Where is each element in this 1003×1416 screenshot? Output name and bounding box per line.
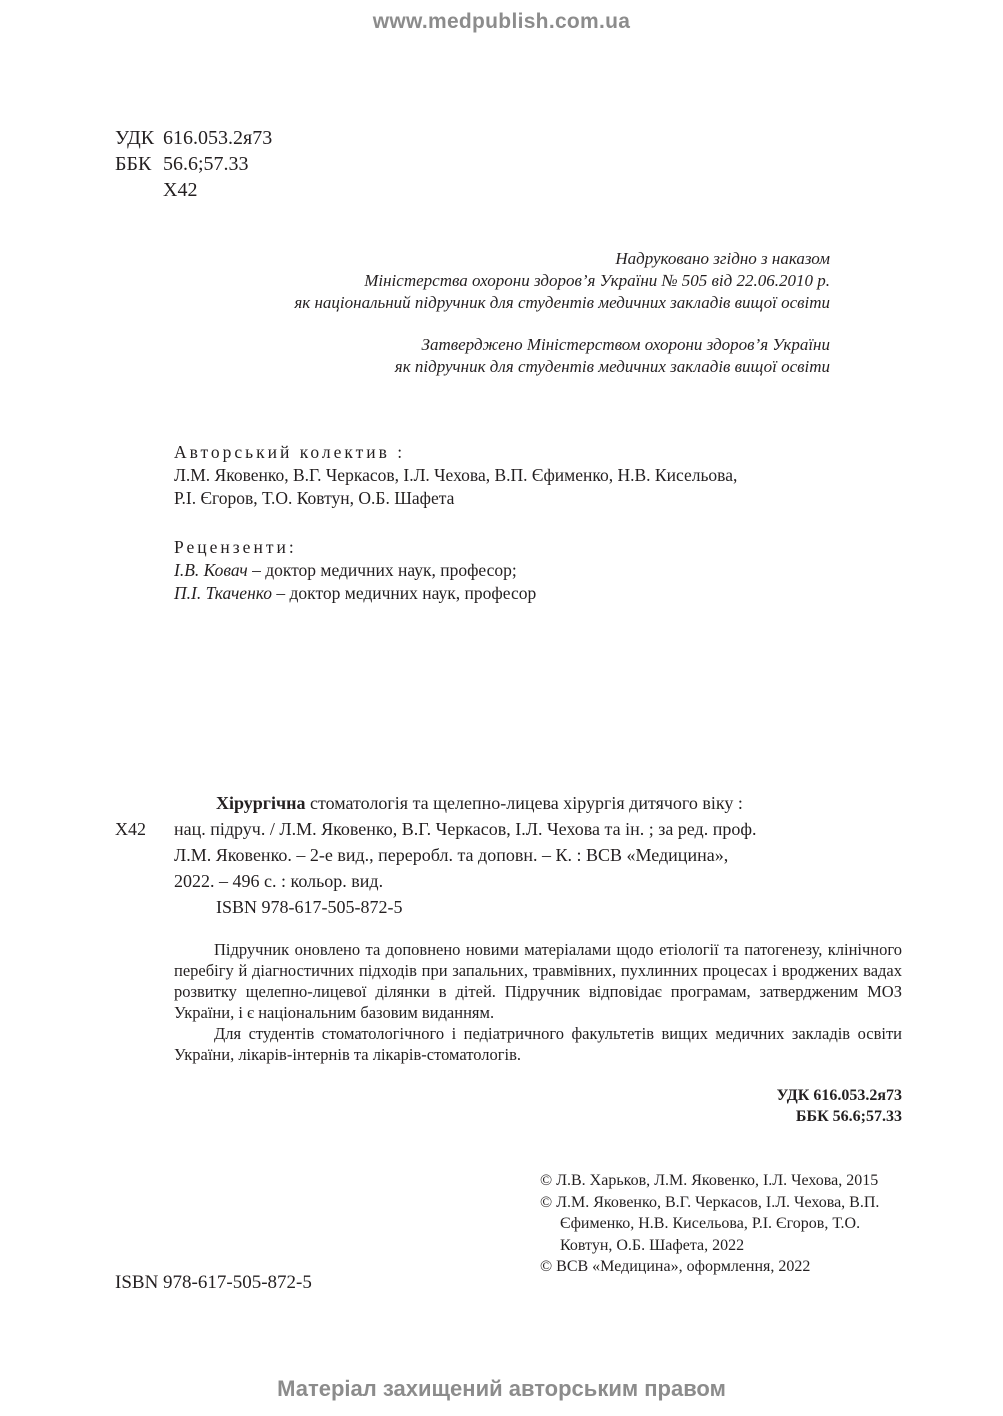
abstract-paragraph: Підручник оновлено та доповнено новими матеріалами щодо етіології та патогенезу, клінічного перебігу й діагностичних підходів при запальних, травмівних, пухлинних процесах і вроджених вадах розвитку щелепно-лицевої ділянки в дітей. Підручник відповідає програмам, затвердженим МОЗ України, і є національним базовим виданням. <box>174 940 902 1022</box>
bib-isbn: ISBN 978-617-505-872-5 <box>216 897 403 917</box>
reviewer-name: І.В. Ковач <box>174 560 248 580</box>
bibliography-sign: Х42 <box>115 819 146 839</box>
approval-line: як національний підручник для студентів медичних закладів вищої освіти <box>294 293 830 312</box>
reviewers-block <box>174 536 536 605</box>
bib-line-4: 2022. – 496 с. : кольор. вид. <box>174 871 384 891</box>
reviewer-entry <box>174 582 536 605</box>
reviewer-desc: – доктор медичних наук, професор <box>272 583 537 603</box>
reviewer-name: П.І. Ткаченко <box>174 583 273 603</box>
bbk-label: ББК <box>115 153 152 175</box>
approval-line: Надруковано згідно з наказом <box>615 249 830 268</box>
author-sign: Х42 <box>163 179 198 201</box>
book-title-bold: Хірургічна <box>216 793 306 813</box>
bib-title-rest: стоматологія та щелепно-лицева хірургія дитячого віку : <box>305 793 743 813</box>
authors-heading: Авторський колектив : <box>174 442 406 462</box>
reviewers-heading: Рецензенти: <box>174 537 297 557</box>
abstract-paragraph: Для студентів стоматологічного і педіатричного факультетів вищих медичних закладів освіти України, лікарів-інтернів та лікарів-стоматологів. <box>174 1024 902 1064</box>
authors-block <box>174 441 737 510</box>
isbn-bottom: ISBN 978-617-505-872-5 <box>115 1272 312 1293</box>
bib-line-2: нац. підруч. / Л.М. Яковенко, В.Г. Черкасов, І.Л. Чехова та ін. ; за ред. проф. <box>174 819 757 839</box>
udk-label: УДК <box>115 127 155 149</box>
abstract-block <box>174 939 902 1065</box>
copyright-entry: © Л.В. Харьков, Л.М. Яковенко, І.Л. Чехова, 2015 <box>540 1172 879 1189</box>
top-watermark: www.medpublish.com.ua <box>372 10 631 33</box>
approval-line: Затверджено Міністерством охорони здоров’я України <box>421 335 830 354</box>
bib-line-1 <box>174 790 902 816</box>
udk-value: 616.053.2я73 <box>163 127 273 149</box>
approval-line: як підручник для студентів медичних закладів вищої освіти <box>394 357 830 376</box>
classification-block <box>115 125 272 203</box>
udk-row <box>115 125 272 151</box>
authors-line: Р.І. Єгоров, Т.О. Ковтун, О.Б. Шафета <box>174 488 455 508</box>
bbk-row <box>115 151 272 177</box>
codes-right <box>600 1085 902 1127</box>
approval-line: Міністерства охорони здоров’я України № 505 від 22.06.2010 р. <box>364 271 830 290</box>
copyright-block <box>540 1170 910 1278</box>
bibliography-record <box>174 790 902 920</box>
copyright-entry: © Л.М. Яковенко, В.Г. Черкасов, І.Л. Чехова, В.П. Єфименко, Н.В. Кисельова, Р.І. Єгоров, Т.О. Ковтун, О.Б. Шафета, 2022 <box>540 1193 880 1254</box>
copyright-entry: © ВСВ «Медицина», оформлення, 2022 <box>540 1258 811 1275</box>
reviewer-desc: – доктор медичних наук, професор; <box>247 560 517 580</box>
bottom-watermark: Матеріал захищений авторським правом <box>277 1376 726 1401</box>
bbk-code-right: ББК 56.6;57.33 <box>795 1108 902 1125</box>
approval-block <box>160 248 830 378</box>
reviewer-entry <box>174 559 536 582</box>
bib-line-3: Л.М. Яковенко. – 2-е вид., переробл. та доповн. – К. : ВСВ «Медицина», <box>174 845 729 865</box>
authors-line: Л.М. Яковенко, В.Г. Черкасов, І.Л. Чехова, В.П. Єфименко, Н.В. Кисельова, <box>174 465 738 485</box>
bbk-value: 56.6;57.33 <box>163 153 249 175</box>
udk-code-right: УДК 616.053.2я73 <box>776 1087 902 1104</box>
